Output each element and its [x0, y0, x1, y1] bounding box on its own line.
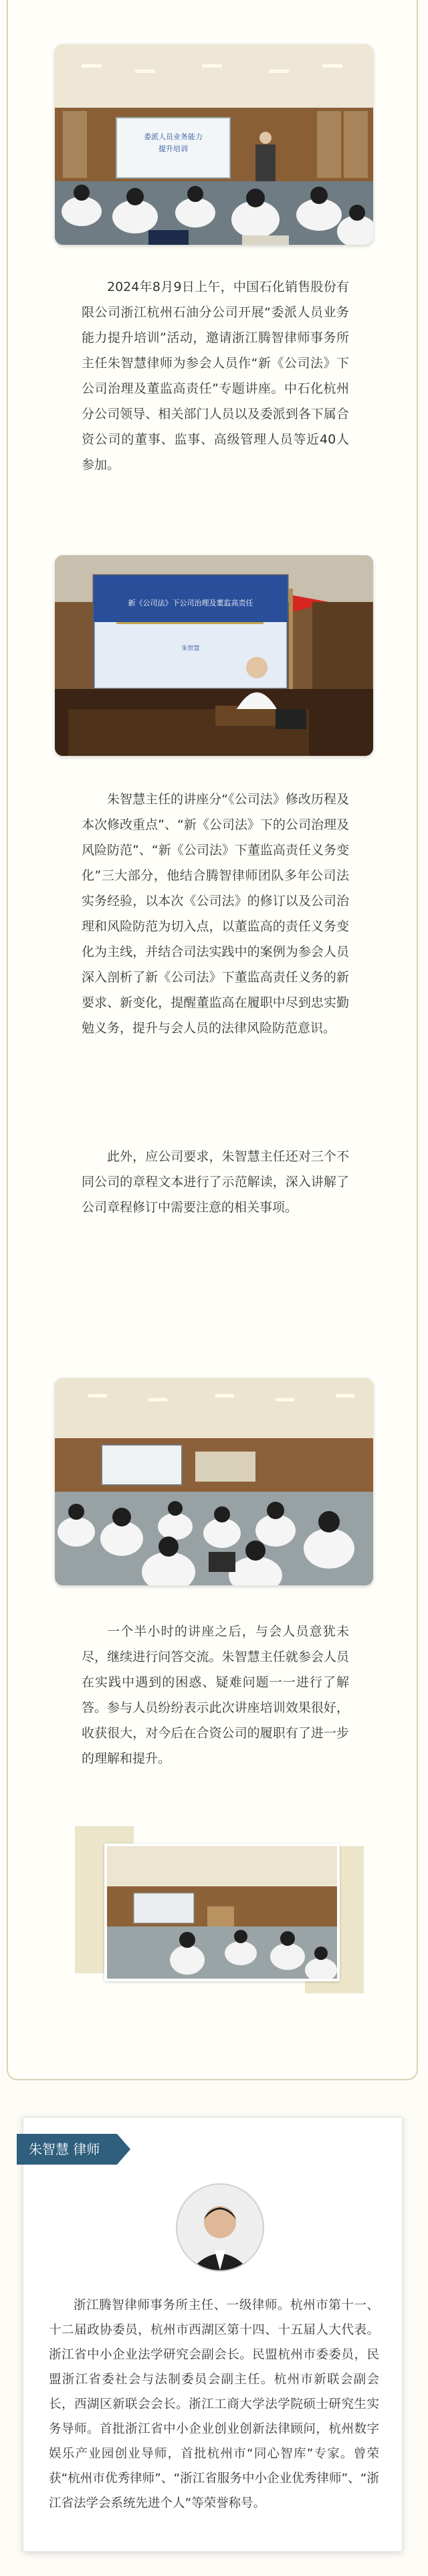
photo-lecture-hall-1	[55, 44, 373, 245]
slide-screen-speaker: 朱智慧	[181, 646, 200, 652]
paragraph-articles-reading: 此外，应公司要求，朱智慧主任还对三个不同公司的章程文本进行了示范解读，深入讲解了公司章程修订中需要注意的相关事项。	[82, 1149, 349, 1215]
avatar-portrait-icon	[176, 2183, 264, 2272]
photo-speaker-stage	[55, 555, 373, 756]
photo-meeting-room	[104, 1844, 340, 1981]
paragraph-qa-session: 一个半小时的讲座之后，与会人员意犹未尽，继续进行问答交流。朱智慧主任就参会人员在实践中遇到的困惑、疑难问题一一进行了解答。参与人员纷纷表示此次讲座培训效果很好，收获很大，对今后在合资公司的履职有了进一步的理解和提升。	[82, 1624, 349, 1766]
slide-banner-line1: 委派人员业务能力	[144, 132, 203, 141]
lawyer-profile-card	[23, 2117, 403, 2552]
photo-frame-decoration	[75, 1826, 364, 1993]
slide-banner-line2: 提升培训	[158, 144, 188, 153]
profile-biography: 浙江腾智律师事务所主任、一级律师。杭州市第十一、十二届政协委员，杭州市西湖区第十四、十五届人大代表。浙江省中小企业法学研究会副会长。民盟杭州市委委员，民盟浙江省委社会与法制委员会副主任。杭州市新联会副会长，西湖区新联会会长。浙江工商大学法学院硕士研究生实务导师。首批浙江省中小企业创业创新法律顾问，杭州数字娱乐产业园创业导师，首批杭州市“同心智库”专家。曾荣获“杭州市优秀律师”、“浙江省服务中小企业优秀律师”、“浙江省法学会系统先进个人”等荣誉称号。	[49, 2298, 379, 2510]
profile-name-tag: 朱智慧 律师	[17, 2134, 117, 2165]
photo-audience	[55, 1378, 373, 1585]
paragraph-lecture-content: 朱智慧主任的讲座分“《公司法》修改历程及本次修改重点”、“新《公司法》下的公司治理及风险防范”、“新《公司法》下董监高责任义务变化”三大部分，他结合腾智律师团队多年公司法实务经验，以本次《公司法》的修订以及公司治理和风险防范为切入点，以董监高的责任义务变化为主线，并结合司法实践中的案例为参会人员深入剖析了新《公司法》下董监高责任义务的新要求、新变化，提醒董监高在履职中尽到忠实勤勉义务，提升与会人员的法律风险防范意识。	[82, 792, 349, 1035]
slide-screen-title: 新《公司法》下公司治理及董监高责任	[128, 599, 253, 607]
paragraph-intro: 2024年8月9日上午，中国石化销售股份有限公司浙江杭州石油分公司开展“委派人员业务能力提升培训”活动，邀请浙江腾智律师事务所主任朱智慧律师为参会人员作“新《公司法》下公司治理及董监高责任”专题讲座。中石化杭州分公司领导、相关部门人员以及委派到各下属合资公司的董事、监事、高级管理人员等近40人参加。	[82, 280, 349, 472]
